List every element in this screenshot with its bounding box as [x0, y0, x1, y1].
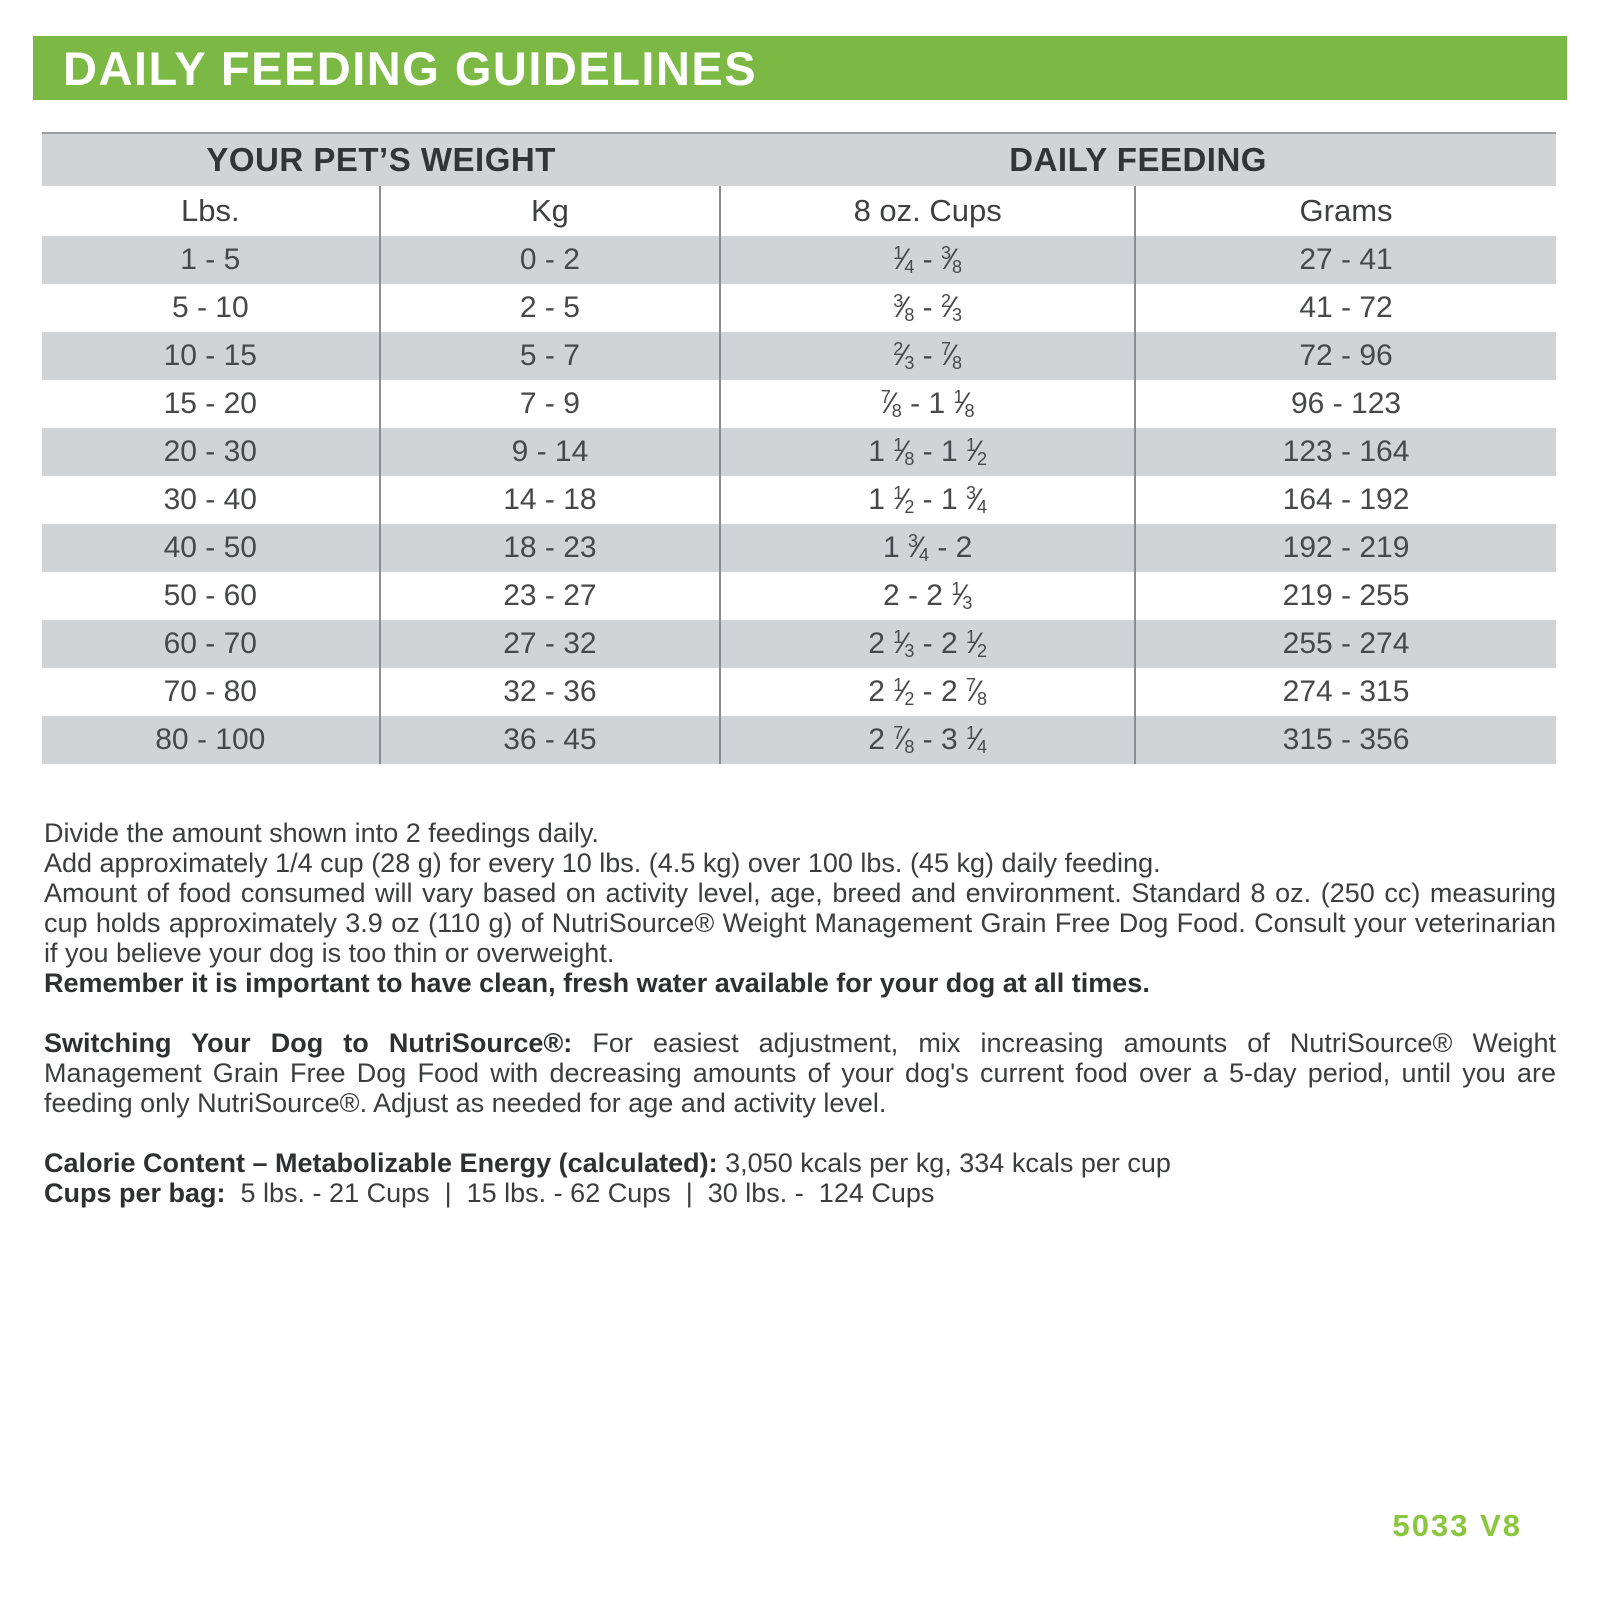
table-row	[42, 236, 1556, 284]
table-row	[42, 668, 1556, 716]
table-row	[42, 284, 1556, 332]
table-row	[42, 380, 1556, 428]
cell-cups: 2 $^7$⁄8 - 3 $^1$⁄4	[720, 716, 1135, 764]
cell-kg: 7 - 9	[380, 380, 721, 428]
fraction: $^1$⁄3	[951, 578, 973, 613]
switching-lead: Switching Your Dog to NutriSource®:	[44, 1028, 573, 1058]
cell-grams: 274 - 315	[1135, 668, 1556, 716]
table-row	[42, 332, 1556, 380]
table-column-header-row	[42, 186, 1556, 236]
cell-lbs: 20 - 30	[42, 428, 380, 476]
cell-grams: 219 - 255	[1135, 572, 1556, 620]
cups-per-bag-lead: Cups per bag:	[44, 1178, 226, 1208]
note-cups-per-bag	[44, 1178, 1556, 1208]
cell-kg: 18 - 23	[380, 524, 721, 572]
switching-body: For easiest adjustment, mix increasing amounts of NutriSource® Weight Management Grain Free Dog Food with decreasing amounts of your dog's current food over a 5-day period, until you are feeding only NutriSource®. Adjust as needed for age and activity level.	[44, 1028, 1556, 1118]
table-group-header-row	[42, 133, 1556, 186]
title-bar	[33, 36, 1567, 100]
cell-lbs: 70 - 80	[42, 668, 380, 716]
note-divide-feedings: Divide the amount shown into 2 feedings daily.	[44, 818, 599, 848]
fraction: $^1$⁄8	[953, 386, 975, 421]
cell-kg: 0 - 2	[380, 236, 721, 284]
cell-cups: 1 $^1$⁄8 - 1 $^1$⁄2	[720, 428, 1135, 476]
cell-cups: $^7$⁄8 - 1 $^1$⁄8	[720, 380, 1135, 428]
table-row	[42, 476, 1556, 524]
cell-grams: 164 - 192	[1135, 476, 1556, 524]
note-amount-varies: Amount of food consumed will vary based on activity level, age, breed and environment. Standard 8 oz. (250 cc) measuring cup holds approximately 3.9 oz (110 g) of NutriSource® Weight Management Grain Free Dog Food. Consult your veterinarian if you believe your dog is too thin or overweight.	[44, 878, 1556, 968]
column-header-lbs: Lbs.	[42, 186, 380, 236]
table-row	[42, 524, 1556, 572]
cell-grams: 27 - 41	[1135, 236, 1556, 284]
fraction: $^7$⁄8	[893, 722, 915, 757]
cell-lbs: 40 - 50	[42, 524, 380, 572]
cell-lbs: 1 - 5	[42, 236, 380, 284]
cell-kg: 32 - 36	[380, 668, 721, 716]
fraction: $^7$⁄8	[941, 338, 963, 373]
page-title: DAILY FEEDING GUIDELINES	[63, 41, 758, 95]
fraction: $^1$⁄4	[893, 242, 915, 277]
footer-product-code: 5033 V8	[1392, 1508, 1522, 1543]
cell-lbs: 30 - 40	[42, 476, 380, 524]
cell-grams: 72 - 96	[1135, 332, 1556, 380]
notes-section	[44, 818, 1556, 1208]
cell-cups: 2 $^1$⁄2 - 2 $^7$⁄8	[720, 668, 1135, 716]
group-header-pet-weight: YOUR PET’S WEIGHT	[42, 133, 720, 186]
feeding-table-container	[42, 132, 1556, 764]
cell-cups: 1 $^1$⁄2 - 1 $^3$⁄4	[720, 476, 1135, 524]
table-row	[42, 620, 1556, 668]
cell-grams: 123 - 164	[1135, 428, 1556, 476]
feeding-table-body	[42, 236, 1556, 764]
cell-kg: 9 - 14	[380, 428, 721, 476]
cell-grams: 255 - 274	[1135, 620, 1556, 668]
fraction: $^2$⁄3	[941, 290, 963, 325]
note-fresh-water: Remember it is important to have clean, fresh water available for your dog at all times.	[44, 968, 1150, 998]
fraction: $^3$⁄4	[907, 530, 930, 565]
fraction: $^1$⁄2	[966, 626, 988, 661]
fraction: $^1$⁄3	[893, 626, 915, 661]
group-header-daily-feeding: DAILY FEEDING	[720, 133, 1556, 186]
cell-kg: 27 - 32	[380, 620, 721, 668]
fraction: $^7$⁄8	[966, 674, 988, 709]
cups-per-bag-body: 5 lbs. - 21 Cups | 15 lbs. - 62 Cups | 30 lbs. - 124 Cups	[225, 1178, 935, 1208]
cell-lbs: 15 - 20	[42, 380, 380, 428]
cell-lbs: 60 - 70	[42, 620, 380, 668]
fraction: $^3$⁄4	[966, 482, 988, 517]
cell-lbs: 10 - 15	[42, 332, 380, 380]
cell-cups: 2 - 2 $^1$⁄3	[720, 572, 1135, 620]
calorie-lead: Calorie Content – Metabolizable Energy (calculated):	[44, 1148, 718, 1178]
table-row	[42, 572, 1556, 620]
fraction: $^1$⁄2	[893, 482, 915, 517]
cell-kg: 5 - 7	[380, 332, 721, 380]
fraction: $^1$⁄8	[893, 434, 915, 469]
table-row	[42, 716, 1556, 764]
column-header-kg: Kg	[380, 186, 721, 236]
cell-grams: 96 - 123	[1135, 380, 1556, 428]
fraction: $^2$⁄3	[893, 338, 915, 373]
fraction: $^7$⁄8	[880, 386, 902, 421]
column-header-cups: 8 oz. Cups	[720, 186, 1135, 236]
cell-kg: 2 - 5	[380, 284, 721, 332]
cell-cups: $^2$⁄3 - $^7$⁄8	[720, 332, 1135, 380]
cell-grams: 192 - 219	[1135, 524, 1556, 572]
cell-cups: $^3$⁄8 - $^2$⁄3	[720, 284, 1135, 332]
cell-cups: $^1$⁄4 - $^3$⁄8	[720, 236, 1135, 284]
cell-kg: 14 - 18	[380, 476, 721, 524]
note-switching	[44, 1028, 1556, 1118]
cell-lbs: 50 - 60	[42, 572, 380, 620]
fraction: $^3$⁄8	[893, 290, 915, 325]
cell-grams: 315 - 356	[1135, 716, 1556, 764]
cell-kg: 23 - 27	[380, 572, 721, 620]
feeding-table	[42, 132, 1556, 764]
note-calorie-content	[44, 1148, 1556, 1178]
cell-grams: 41 - 72	[1135, 284, 1556, 332]
fraction: $^1$⁄2	[893, 674, 915, 709]
cell-lbs: 5 - 10	[42, 284, 380, 332]
note-add-amount: Add approximately 1/4 cup (28 g) for every 10 lbs. (4.5 kg) over 100 lbs. (45 kg) daily feeding.	[44, 848, 1161, 878]
fraction: $^3$⁄8	[941, 242, 963, 277]
cell-lbs: 80 - 100	[42, 716, 380, 764]
calorie-body: 3,050 kcals per kg, 334 kcals per cup	[717, 1148, 1171, 1178]
column-header-grams: Grams	[1135, 186, 1556, 236]
cell-cups: 2 $^1$⁄3 - 2 $^1$⁄2	[720, 620, 1135, 668]
table-row	[42, 428, 1556, 476]
cell-cups: 1 $^3$⁄4 - 2	[720, 524, 1135, 572]
fraction: $^1$⁄2	[966, 434, 988, 469]
cell-kg: 36 - 45	[380, 716, 721, 764]
fraction: $^1$⁄4	[966, 722, 988, 757]
